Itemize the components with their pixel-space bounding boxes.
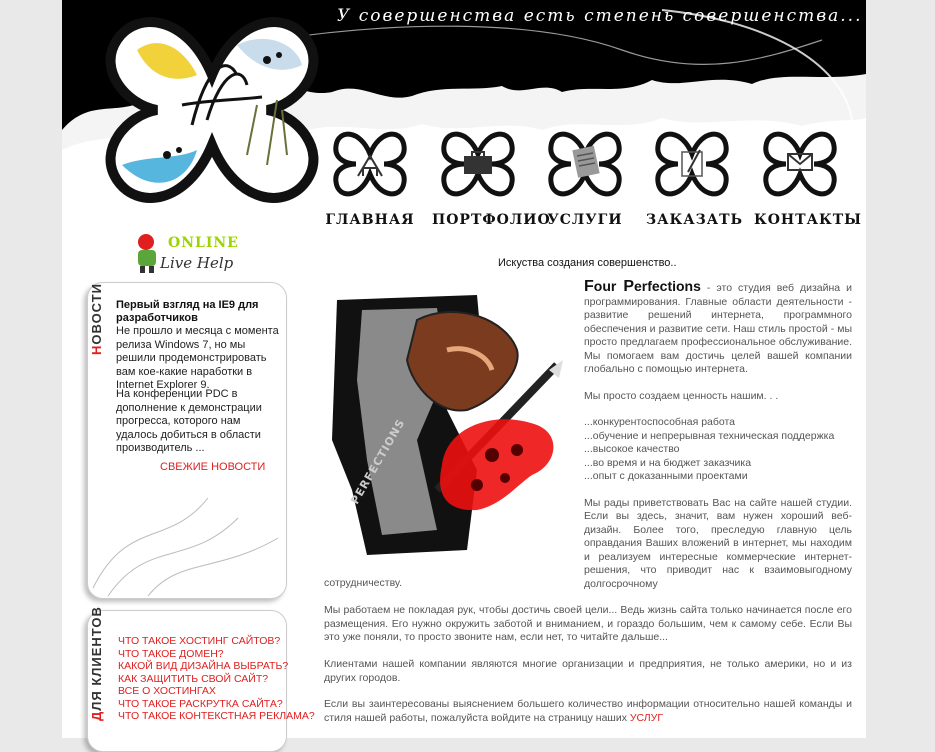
work-paragraph: Мы работаем не покладая рук, чтобы достичь своей цели... Ведь жизнь сайта только начинается после его размещения. Его нужно окружить заботой и вниманием, и гораздо большим, чем к самому себе. Если Вы это уже поняли, то просто звоните нам, если нет, то читайте дальше... — [324, 604, 852, 643]
value-item: ...высокое качество — [584, 443, 680, 455]
value-item: ...конкурентоспособная работа — [584, 416, 736, 428]
faq-link-protect[interactable]: КАК ЗАЩИТИТЬ СВОЙ САЙТ? — [118, 672, 269, 685]
faq-link-hosting[interactable]: ЧТО ТАКОЕ ХОСТИНГ САЙТОВ? — [118, 635, 281, 647]
clients-panel — [87, 606, 315, 752]
value-item: ...опыт с доказанными проектами — [584, 470, 748, 482]
values-lead: Мы просто создаем ценность нашим. . . — [584, 389, 779, 402]
value-item: ...обучение и непрерывная техническая поддержка — [584, 429, 835, 442]
live-help-online-label: ONLINE — [168, 235, 239, 251]
hero-artwork — [327, 290, 577, 560]
values-list — [584, 416, 852, 484]
faq-link-design[interactable]: КАКОЙ ВИД ДИЗАЙНА ВЫБРАТЬ? — [118, 660, 289, 672]
main-heading: Искуства создания совершенство.. — [498, 257, 677, 269]
value-item: ...во время и на бюджет заказчика — [584, 456, 752, 469]
nav-home[interactable] — [324, 124, 416, 234]
clients-tab-label: ДЛЯ КЛИЕНТОВ — [89, 606, 104, 721]
nav-contacts[interactable] — [754, 124, 862, 234]
news-tab-label: НОВОСТИ — [89, 282, 104, 355]
news-text-2: На конференции PDC в дополнение к демонстрации прогресса, которого нам удалось добиться в области производитель ... — [116, 388, 262, 454]
live-help-button[interactable] — [132, 230, 262, 278]
nav-home-label: ГЛАВНАЯ — [325, 212, 415, 228]
intro-block — [584, 280, 852, 591]
home-icon — [330, 124, 410, 204]
tagline: У совершенства есть степень совершенства... — [337, 6, 863, 26]
hero-art-text: PERFECTIONS — [348, 416, 408, 507]
clients-tab — [88, 606, 106, 751]
logo[interactable] — [97, 5, 327, 215]
nav-contacts-label: КОНТАКТЫ — [754, 212, 862, 228]
news-decoration — [88, 478, 286, 598]
services-paragraph: Если вы заинтересованы выяснением большего количество информации относительно нашей команды и стиля нашей работы, пожалуйста войдите на страницу наших УСЛУГ — [324, 698, 852, 724]
contacts-icon — [760, 124, 840, 204]
welcome-paragraph: Мы рады приветствовать Вас на сайте нашей студии. Если вы здесь, значит, вам нужен хороший веб-дизайн. Более того, преследую главную цель оправдания Ваших вложений в интернет, мы находим и реализуем интересные коммерческие интернет-решения, что приводит нас к взаимовыгодному долгосрочному — [584, 496, 852, 590]
nav-order[interactable] — [646, 124, 744, 234]
services-link[interactable]: УСЛУГ — [629, 711, 664, 724]
intro-paragraph: Four Perfections - это студия веб дизайна и программирования. Главные области деятельности - развитие решений интернета, программного обеспечения и развитие сети. Наш стиль простой - мы просто предлагаем профессиональное обслуживание. Мы помогаем вам достичь целей вашей компании глобально с помощью интернета. — [584, 278, 852, 375]
clients-paragraph: Клиентами нашей компании являются многие организации и предприятия, не только америки, но и из других городов. — [324, 658, 852, 684]
services-icon — [545, 124, 625, 204]
live-help-label: Live Help — [160, 254, 234, 272]
page — [62, 0, 866, 738]
faq-link-context-ads[interactable]: ЧТО ТАКОЕ КОНТЕКСТНАЯ РЕКЛАМА? — [118, 710, 315, 722]
news-text: Не прошло и месяца с момента релиза Windows 7, но мы решили продемонстрировать вам кое-какие наработки в Internet Explorer 9. — [116, 325, 279, 391]
nav-portfolio-label: ПОРТФОЛИО — [432, 212, 551, 228]
portfolio-icon — [438, 124, 518, 204]
nav-services[interactable] — [539, 124, 631, 234]
brand-name: Four Perfections — [584, 278, 701, 295]
order-icon — [652, 124, 732, 204]
fresh-news-link[interactable]: СВЕЖИЕ НОВОСТИ — [160, 461, 266, 473]
welcome-paragraph-end: сотрудничеству. — [324, 577, 403, 589]
news-panel — [87, 282, 287, 599]
faq-link-hostings[interactable]: ВСЕ О ХОСТИНГАХ — [118, 685, 216, 697]
faq-link-promotion[interactable]: ЧТО ТАКОЕ РАСКРУТКА САЙТА? — [118, 697, 283, 710]
nav-portfolio[interactable] — [432, 124, 551, 234]
faq-link-domain[interactable]: ЧТО ТАКОЕ ДОМЕН? — [118, 647, 224, 660]
news-title[interactable]: Первый взгляд на IE9 для разработчиков — [116, 299, 259, 324]
nav-order-label: ЗАКАЗАТЬ — [646, 212, 744, 228]
header — [62, 0, 866, 235]
nav-services-label: УСЛУГИ — [547, 212, 623, 228]
clients-faq-list — [118, 635, 315, 723]
